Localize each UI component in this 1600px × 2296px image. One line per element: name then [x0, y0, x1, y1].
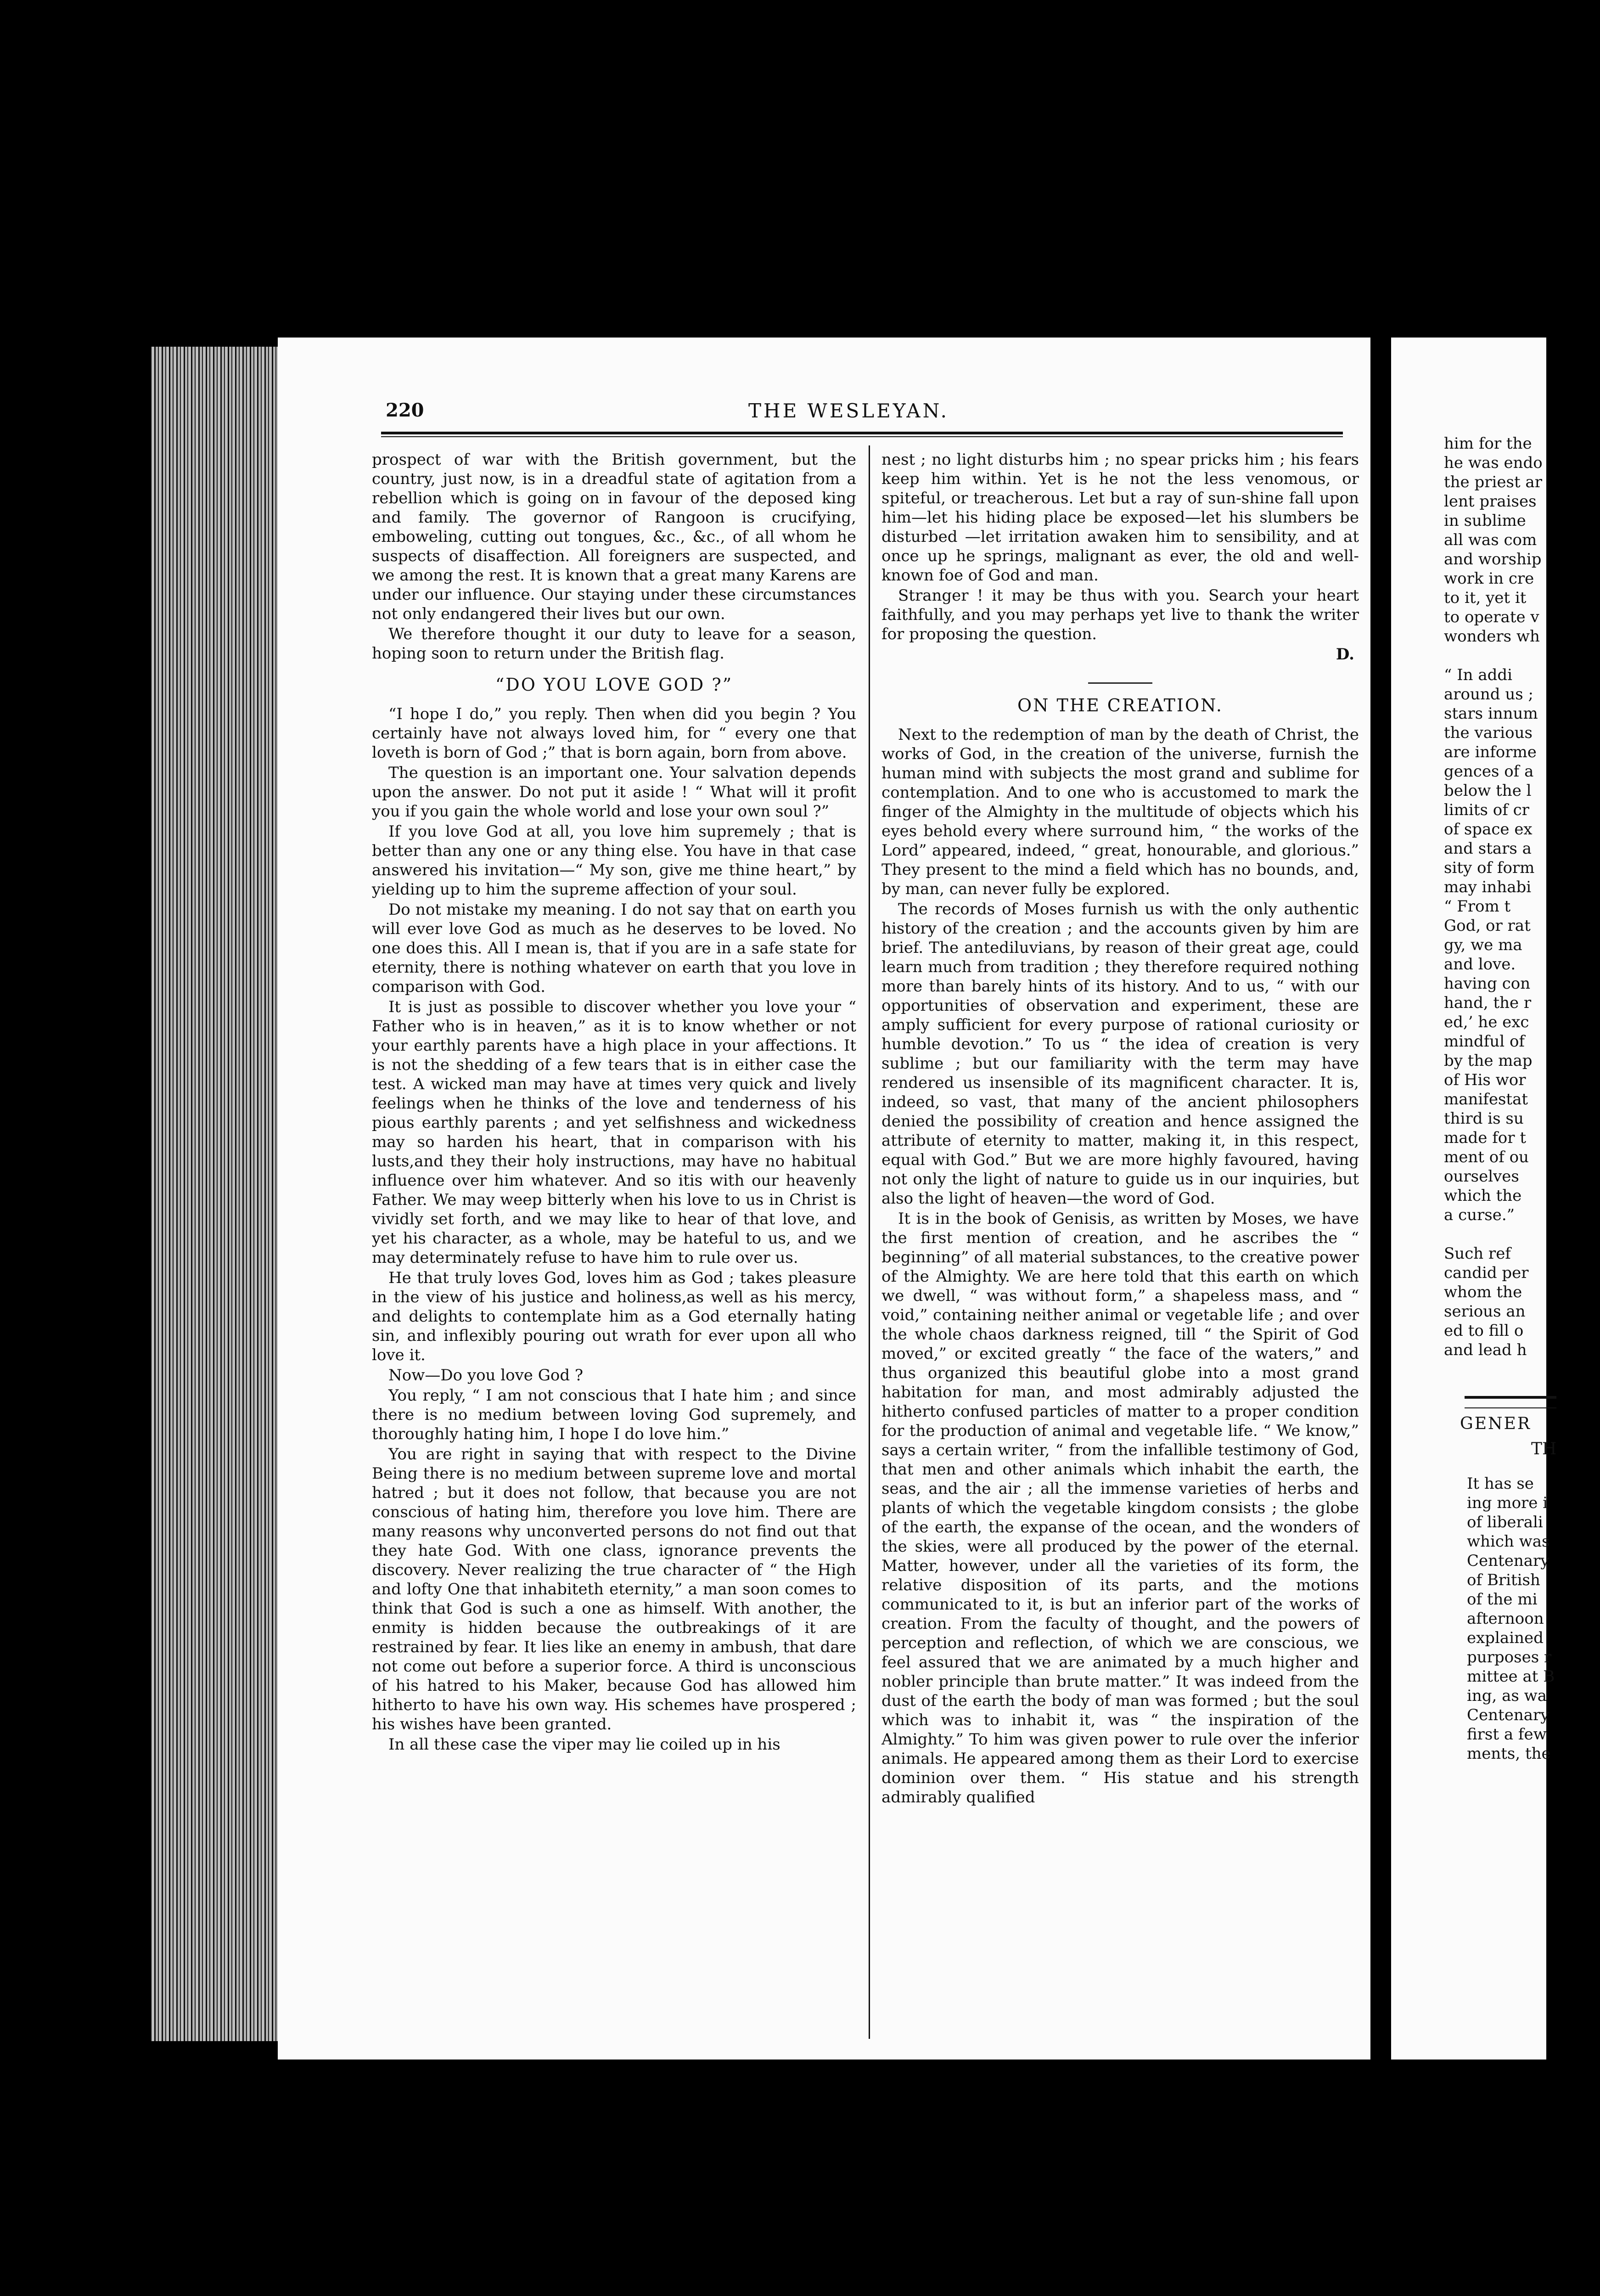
- text-line: candid per: [1444, 1264, 1529, 1282]
- text-line: ed,’ he exc: [1444, 1013, 1529, 1031]
- text-line: Centenary: [1467, 1552, 1549, 1570]
- text-line: all was com: [1444, 531, 1537, 549]
- text-line: lent praises: [1444, 492, 1537, 511]
- text-line: by the map: [1444, 1052, 1533, 1070]
- facing-page-thick-rule: [1465, 1396, 1556, 1399]
- text-line: ing more i: [1467, 1494, 1548, 1512]
- right-column: [881, 450, 1359, 1808]
- author-signature: D.: [1336, 645, 1354, 664]
- text-line: and worship: [1444, 550, 1542, 568]
- section-divider-rule: [1088, 682, 1152, 684]
- text-line: around us ;: [1444, 685, 1533, 703]
- facing-page-thin-rule: [1465, 1407, 1556, 1408]
- text-line: ed to fill o: [1444, 1322, 1524, 1340]
- text-line: and love.: [1444, 955, 1516, 974]
- book-page: [278, 338, 1370, 2060]
- paragraph: nest ; no light disturbs him ; no spear pricks him ; his fears keep him within. Yet is he not the less venomous, or spiteful, or treacherous. Let but a ray of sun-shine fall upon him—let his hiding place be exposed—let his slumbers be disturbed —let irritation awaken him to sensibility, and at once up he springs, malignant as ever, the old and well-known foe of God and man.: [881, 450, 1359, 585]
- text-line: in sublime: [1444, 512, 1526, 530]
- text-line: serious an: [1444, 1302, 1526, 1321]
- header-double-rule: [381, 432, 1343, 437]
- paragraph: It is just as possible to discover whether you love your “ Father who is in heaven,” as it is to know whether or not your earthly parents have a high place in your affections. It is not the shedding of a few tears that is in either case the test. A wicked man may have at times very quick and lively feelings when he thinks of the love and tenderness of his pious earthly parents ; and yet selfishness and wickedness may so harden his heart, that in comparison with his lusts,and they their holy instructions, may have no habitual influence over him whatever. And so itis with our heavenly Father. We may weep bitterly when his love to us in Christ is vividly set forth, and we may like to hear of that love, and yet his character, as a whole, may be hateful to us, and we may determinately refuse to have him to rule over us.: [372, 998, 856, 1267]
- text-line: he was endo: [1444, 454, 1543, 472]
- text-line: whom the: [1444, 1283, 1522, 1301]
- text-line: [1444, 646, 1600, 665]
- text-line: mindful of: [1444, 1032, 1525, 1051]
- journal-title: THE WESLEYAN.: [748, 400, 949, 422]
- text-line: sity of form: [1444, 859, 1535, 877]
- text-line: afternoon: [1467, 1609, 1544, 1628]
- text-line: gy, we ma: [1444, 936, 1522, 954]
- text-line: God, or rat: [1444, 917, 1531, 935]
- paragraph: In all these case the viper may lie coiled up in his: [388, 1735, 780, 1754]
- text-line: Centenary: [1467, 1706, 1549, 1724]
- text-line: manifestat: [1444, 1090, 1528, 1109]
- text-line: and stars a: [1444, 839, 1532, 858]
- column-divider: [869, 445, 870, 2039]
- paragraph: Now—Do you love God ?: [388, 1366, 584, 1384]
- text-line: of liberali: [1467, 1513, 1543, 1531]
- text-line: are informe: [1444, 743, 1537, 761]
- text-line: gences of a: [1444, 762, 1534, 781]
- text-line: of British: [1467, 1571, 1540, 1589]
- paragraph: The records of Moses furnish us with the only authentic history of the creation ; and the accounts given by him are brief. The antediluvians, by reason of their great age, could learn much from tradition ; they therefore required nothing more than barely hints of its history. And to us, “ with our opportunities of observation and experiment, these are amply sufficient for every purpose of rational curiosity or humble devotion.” To us “ the idea of creation is very sublime ; but our familiarity with the term may have rendered us insensible of its magnificent character. It is, indeed, so vast, that many of the ancient philosophers denied the possibility of creation and hence assigned the attribute of eternity to matter, making it, in this respect, equal with God.” But we are more highly favoured, having not only the light of nature to guide us in our inquiries, but also the light of heaven—the word of God.: [881, 900, 1359, 1208]
- text-line: limits of cr: [1444, 801, 1529, 819]
- text-line: [1444, 1225, 1600, 1244]
- paragraph: Next to the redemption of man by the death of Christ, the works of God, in the creation of the universe, furnish the human mind with subjects the most grand and sublime for contemplation. And to one who is accustomed to mark the finger of the Almighty in the multitude of objects which his eyes behold every where surround him, “ the works of the Lord” appeared, indeed, “ great, honourable, and glorious.” They present to the mind a field which has no bounds, and, by man, can never fully be explored.: [881, 726, 1359, 898]
- text-line: which was: [1467, 1532, 1550, 1551]
- text-line: hand, the r: [1444, 994, 1532, 1012]
- paragraph: “I hope I do,” you reply. Then when did you begin ? You certainly have not always loved him, for “ every one that loveth is born of God ;” that is born again, born from above.: [372, 705, 856, 762]
- text-line: having con: [1444, 974, 1531, 993]
- article-title-love-god: “DO YOU LOVE GOD ?”: [495, 675, 733, 695]
- text-line: which the: [1444, 1187, 1522, 1205]
- facing-page-fragment: [1391, 338, 1557, 2060]
- paragraph: The question is an important one. Your salvation depends upon the answer. Do not put it aside ! “ What will it profit you if you gain the whole world and lose your own soul ?”: [372, 764, 856, 821]
- paragraph: We therefore thought it our duty to leave for a season, hoping soon to return under the British flag.: [372, 625, 856, 663]
- text-line: ments, the: [1467, 1745, 1551, 1763]
- text-line: of the mi: [1467, 1590, 1538, 1609]
- text-line: the priest ar: [1444, 473, 1542, 491]
- facing-page-heading: GENER: [1460, 1414, 1531, 1433]
- paragraph: You reply, “ I am not conscious that I hate him ; and since there is no medium between loving God supremely, and thoroughly hating him, I hope I do love him.”: [372, 1386, 856, 1443]
- paragraph: Stranger ! it may be thus with you. Search your heart faithfully, and you may perhaps yet live to thank the writer for proposing the question.: [881, 586, 1359, 643]
- text-line: ourselves: [1444, 1167, 1519, 1186]
- text-line: third is su: [1444, 1109, 1524, 1128]
- facing-page-subheading: TH: [1531, 1440, 1557, 1458]
- text-line: It has se: [1467, 1474, 1534, 1493]
- text-line: made for t: [1444, 1129, 1526, 1147]
- text-line: him for the: [1444, 434, 1532, 453]
- text-line: first a few: [1467, 1725, 1547, 1744]
- text-line: the various: [1444, 724, 1533, 742]
- text-line: of His wor: [1444, 1071, 1526, 1089]
- page-edge-stack: [152, 347, 280, 2041]
- text-line: to operate v: [1444, 608, 1539, 626]
- text-line: may inhabi: [1444, 878, 1532, 896]
- text-line: “ From t: [1444, 897, 1511, 916]
- text-line: “ In addi: [1444, 666, 1512, 684]
- text-line: of space ex: [1444, 820, 1533, 838]
- text-line: a curse.”: [1444, 1206, 1515, 1224]
- text-line: and lead h: [1444, 1341, 1527, 1359]
- page-number: 220: [386, 400, 424, 421]
- text-line: ing, as wa: [1467, 1687, 1547, 1705]
- text-line: work in cre: [1444, 569, 1534, 588]
- article-title-creation: ON THE CREATION.: [1017, 695, 1223, 715]
- paragraph: It is in the book of Genisis, as written by Moses, we have the first mention of creation, and he ascribes the “ beginning” of all material substances, to the creative power of the Almighty. We are here told that this earth on which we dwell, “ was without form,” a shapeless mass, and “ void,” containing neither animal or vegetable life ; and over the whole chaos darkness reigned, till “ the Spirit of God moved,” or excited greatly “ the face of the waters,” and thus organized this beautiful globe into a most grand habitation for man, and most admirably adjusted the hitherto confused particles of matter to a proper condition for the production of animal and vegetable life. “ We know,” says a certain writer, “ from the infallible testimony of God, that men and other animals which inhabit the earth, the seas, and the air ; all the immense varieties of herbs and plants of which the vegetable kingdom consists ; the globe of the earth, the expanse of the ocean, and the wonders of the skies, were all produced by the power of the eternal. Matter, however, under all the varieties of its form, the relative disposition of its parts, and the motions communicated to it, is but an inferior part of the works of creation. From the faculty of thought, and the powers of perception and reflection, of which we are conscious, we feel assured that we are animated by a much higher and nobler principle than brute matter.” It was indeed from the dust of the earth the body of man was formed ; but the soul which was to inhabit it, was “ the inspiration of the Almighty.” To him was given power to rule over the inferior animals. He appeared among them as their Lord to exercise dominion over them. “ His statue and his strength admirably qualified: [881, 1210, 1359, 1806]
- text-line: stars innum: [1444, 704, 1538, 723]
- text-line: Such ref: [1444, 1244, 1511, 1263]
- left-column: [372, 450, 856, 1755]
- facing-page-text-top: [1444, 434, 1600, 1360]
- text-line: purposes r: [1467, 1648, 1552, 1666]
- paragraph: He that truly loves God, loves him as God ; takes pleasure in the view of his justice and holiness,as well as his mercy, and delights to contemplate him as a God eternally hating sin, and inflexibly pouring out wrath for ever upon all who love it.: [372, 1269, 856, 1364]
- paragraph: Do not mistake my meaning. I do not say that on earth you will ever love God as much as he deserves to be loved. No one does this. All I mean is, that if you are in a safe state for eternity, there is nothing whatever on earth that you love in comparison with God.: [372, 900, 856, 996]
- text-line: below the l: [1444, 782, 1532, 800]
- paragraph: If you love God at all, you love him supremely ; that is better than any one or any thing else. You have in that case answered his invitation—“ My son, give me thine heart,” by yielding up to him the supreme affection of your soul.: [372, 822, 856, 899]
- text-line: to it, yet it: [1444, 589, 1527, 607]
- text-line: ment of ou: [1444, 1148, 1529, 1166]
- paragraph: You are right in saying that with respect to the Divine Being there is no medium between supreme love and mortal hatred ; but it does not follow, that because you are not conscious of hating him, therefore you love him. There are many reasons why unconverted persons do not find out that they hate God. With one class, ignorance prevents the discovery. Never realizing the true character of “ the High and lofty One that inhabiteth eternity,” a man soon comes to think that God is such a one as himself. With another, the enmity is hidden because the outbreakings of it are restrained by fear. It lies like an enemy in ambush, that dare not come out before a superior force. A third is unconscious of his hatred to his Maker, because God has allowed him hitherto to have his own way. His schemes have prospered ; his wishes have been granted.: [372, 1445, 856, 1733]
- paragraph: prospect of war with the British government, but the country, just now, is in a dreadful state of agitation from a rebellion which is going on in favour of the deposed king and family. The governor of Rangoon is crucifying, emboweling, cutting out tongues, &c., &c., of all whom he suspects of disaffection. All foreigners are suspected, and we among the rest. It is known that a great many Karens are under our influence. Our staying under these circumstances not only endangered their lives but our own.: [372, 450, 856, 623]
- text-line: wonders wh: [1444, 627, 1540, 646]
- facing-page-text-bottom: [1467, 1474, 1586, 1763]
- text-line: mittee at B: [1467, 1667, 1555, 1686]
- running-head: [278, 400, 1370, 427]
- text-line: explained: [1467, 1629, 1544, 1647]
- book-gutter: [1370, 338, 1391, 2060]
